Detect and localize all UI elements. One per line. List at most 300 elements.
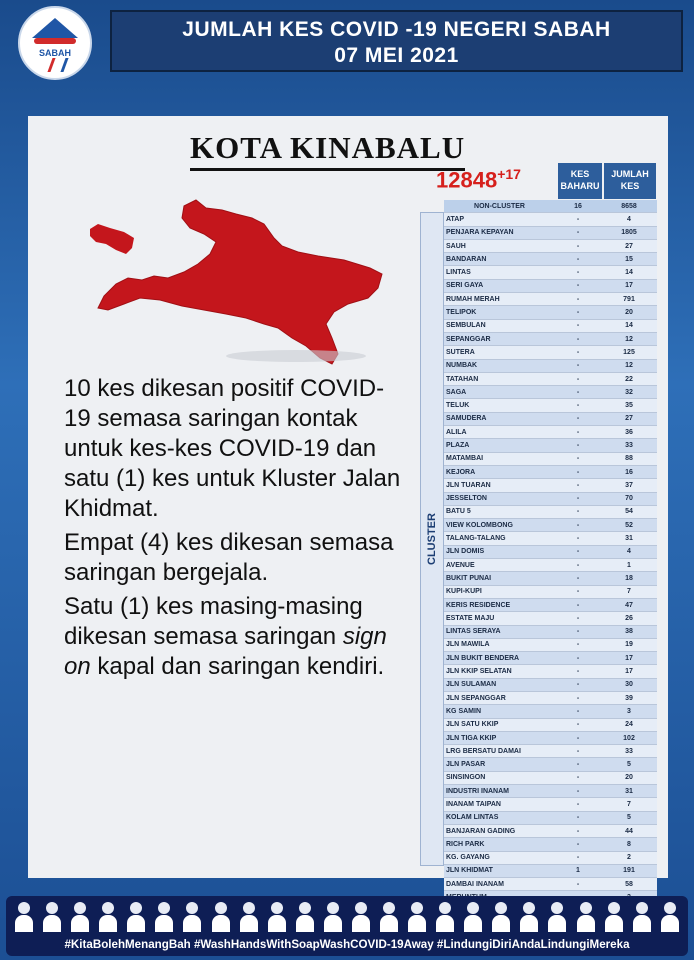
- row-new: -: [555, 359, 601, 372]
- header-banner: [110, 10, 683, 72]
- person-icon: [295, 902, 315, 932]
- row-new: -: [555, 226, 601, 239]
- row-new: -: [555, 253, 601, 266]
- row-name: BANJARAN GADING: [444, 824, 555, 837]
- logo-s-mark-icon: [47, 58, 68, 72]
- row-new: -: [555, 399, 601, 412]
- person-icon: [463, 902, 483, 932]
- table-row: [420, 851, 657, 864]
- row-total: 44: [601, 824, 657, 837]
- row-total: 47: [601, 598, 657, 611]
- row-new: -: [555, 545, 601, 558]
- row-total: 14: [601, 266, 657, 279]
- person-icon: [267, 902, 287, 932]
- row-new: -: [555, 213, 601, 226]
- row-name: LINTAS SERAYA: [444, 625, 555, 638]
- paragraph-3: [64, 592, 404, 682]
- table-row: [420, 785, 657, 798]
- row-new: -: [555, 718, 601, 731]
- row-new: -: [555, 439, 601, 452]
- row-total: 5: [601, 811, 657, 824]
- spacer-cell: [420, 665, 444, 678]
- row-name: JLN DOMIS: [444, 545, 555, 558]
- row-new: -: [555, 492, 601, 505]
- row-total: 18: [601, 572, 657, 585]
- row-total: 52: [601, 519, 657, 532]
- table-row: [420, 731, 657, 744]
- spacer-cell: [420, 638, 444, 651]
- row-total: 38: [601, 625, 657, 638]
- spacer-cell: [420, 492, 444, 505]
- spacer-cell: [420, 705, 444, 718]
- row-name: ATAP: [444, 213, 555, 226]
- table-row: [420, 824, 657, 837]
- map-shadow: [226, 350, 366, 362]
- spacer-cell: [420, 226, 444, 239]
- row-new: -: [555, 559, 601, 572]
- row-new: -: [555, 412, 601, 425]
- spacer-cell: [420, 572, 444, 585]
- table-row: [420, 279, 657, 292]
- spacer-cell: [420, 266, 444, 279]
- table-row: [420, 266, 657, 279]
- row-name: BUKIT PUNAI: [444, 572, 555, 585]
- row-new: -: [555, 319, 601, 332]
- row-name: KOLAM LINTAS: [444, 811, 555, 824]
- row-name: SERI GAYA: [444, 279, 555, 292]
- person-icon: [632, 902, 652, 932]
- row-total: 14: [601, 319, 657, 332]
- row-total: 7: [601, 585, 657, 598]
- person-icon: [211, 902, 231, 932]
- row-name: KUPI-KUPI: [444, 585, 555, 598]
- spacer-cell: [420, 293, 444, 306]
- row-total: 35: [601, 399, 657, 412]
- kota-kinabalu-map: [86, 196, 396, 371]
- spacer-cell: [420, 412, 444, 425]
- table-row: [420, 638, 657, 651]
- logo-text: SABAH: [38, 48, 71, 58]
- table-row: [420, 878, 657, 891]
- spacer-cell: [420, 279, 444, 292]
- person-icon: [70, 902, 90, 932]
- person-icon: [98, 902, 118, 932]
- row-new: -: [555, 465, 601, 478]
- row-total: 17: [601, 652, 657, 665]
- row-new: -: [555, 386, 601, 399]
- row-total: 19: [601, 638, 657, 651]
- row-name: JLN SULAMAN: [444, 678, 555, 691]
- spacer-cell: [420, 559, 444, 572]
- spacer-cell: [420, 452, 444, 465]
- row-total: 20: [601, 306, 657, 319]
- district-title: KOTA KINABALU: [190, 130, 465, 171]
- table-row: [420, 346, 657, 359]
- person-icon: [239, 902, 259, 932]
- row-total: 58: [601, 878, 657, 891]
- row-new: -: [555, 519, 601, 532]
- table-row: [420, 505, 657, 518]
- row-total: 16: [601, 465, 657, 478]
- table-row: [420, 239, 657, 252]
- paragraph-3-part-c: kapal dan saringan kendiri.: [90, 653, 385, 680]
- spacer-cell: [420, 359, 444, 372]
- row-name: JESSELTON: [444, 492, 555, 505]
- row-total: 33: [601, 439, 657, 452]
- table-row: [420, 652, 657, 665]
- spacer-cell: [420, 519, 444, 532]
- row-total: 4: [601, 213, 657, 226]
- swoosh-icon: [34, 38, 76, 44]
- spacer-cell: [420, 532, 444, 545]
- row-total: 70: [601, 492, 657, 505]
- person-icon: [351, 902, 371, 932]
- person-icon: [126, 902, 146, 932]
- table-row: [420, 426, 657, 439]
- row-new: -: [555, 505, 601, 518]
- spacer-cell: [420, 745, 444, 758]
- paragraph-3-part-a: Satu (1) kes masing-masing dikesan semasa saringan: [64, 593, 363, 650]
- row-total: 2: [601, 851, 657, 864]
- row-name: TATAHAN: [444, 372, 555, 385]
- person-icon: [435, 902, 455, 932]
- spacer-cell: [420, 332, 444, 345]
- person-icon: [182, 902, 202, 932]
- row-total: 27: [601, 412, 657, 425]
- row-total: 3: [601, 705, 657, 718]
- person-icon: [547, 902, 567, 932]
- table-row: [420, 213, 657, 226]
- table-row: [420, 598, 657, 611]
- row-name: INANAM TAIPAN: [444, 798, 555, 811]
- row-new: -: [555, 838, 601, 851]
- row-new: -: [555, 665, 601, 678]
- row-name: SAGA: [444, 386, 555, 399]
- table-row: [420, 492, 657, 505]
- row-new: -: [555, 612, 601, 625]
- table-row: [420, 253, 657, 266]
- frontliner-icons: [14, 902, 680, 934]
- row-name: BATU 5: [444, 505, 555, 518]
- spacer-cell: [420, 253, 444, 266]
- paragraph-2: Empat (4) kes dikesan semasa saringan bergejala.: [64, 529, 394, 586]
- spacer-cell: [420, 691, 444, 704]
- row-new: -: [555, 705, 601, 718]
- table-row: [420, 293, 657, 306]
- spacer-cell: [420, 758, 444, 771]
- spacer-cell: [420, 678, 444, 691]
- table-row: [420, 572, 657, 585]
- row-total: 30: [601, 678, 657, 691]
- row-total: 191: [601, 864, 657, 877]
- header-date: 07 MEI 2021: [334, 44, 459, 67]
- row-name: PLAZA: [444, 439, 555, 452]
- row-name: JLN BUKIT BENDERA: [444, 652, 555, 665]
- table-row: [420, 532, 657, 545]
- row-new: -: [555, 678, 601, 691]
- footer-hashtags: #KitaBolehMenangBah #WashHandsWithSoapWashCOVID-19Away #LindungiDiriAndaLindungiMereka: [64, 938, 630, 951]
- row-name: MATAMBAI: [444, 452, 555, 465]
- header-title: JUMLAH KES COVID -19 NEGERI SABAH: [182, 18, 611, 41]
- table-row: [420, 705, 657, 718]
- row-name: JLN SATU KKIP: [444, 718, 555, 731]
- row-total: 5: [601, 758, 657, 771]
- row-total: 26: [601, 612, 657, 625]
- table-row: [420, 399, 657, 412]
- cluster-label-text: CLUSTER: [426, 513, 438, 565]
- spacer-cell: [420, 798, 444, 811]
- spacer-cell: [420, 426, 444, 439]
- row-total: 33: [601, 745, 657, 758]
- spacer-cell: [420, 439, 444, 452]
- row-new: -: [555, 479, 601, 492]
- row-new: -: [555, 239, 601, 252]
- table-row: [420, 226, 657, 239]
- spacer-cell: [420, 771, 444, 784]
- row-new: -: [555, 426, 601, 439]
- table-row: [420, 811, 657, 824]
- person-icon: [407, 902, 427, 932]
- spacer-cell: [420, 824, 444, 837]
- row-total: 12: [601, 359, 657, 372]
- spacer-cell: [420, 465, 444, 478]
- person-icon: [576, 902, 596, 932]
- table-row: [420, 412, 657, 425]
- row-name: SAMUDERA: [444, 412, 555, 425]
- table-row: [420, 625, 657, 638]
- row-new: -: [555, 266, 601, 279]
- spacer-cell: [420, 851, 444, 864]
- row-new: -: [555, 811, 601, 824]
- row-new: -: [555, 851, 601, 864]
- row-name: JLN KHIDMAT: [444, 864, 555, 877]
- row-total: 125: [601, 346, 657, 359]
- spacer-cell: [420, 239, 444, 252]
- row-name: ALILA: [444, 426, 555, 439]
- row-total: 12: [601, 332, 657, 345]
- row-total: 4: [601, 545, 657, 558]
- sabah-logo: [18, 6, 92, 80]
- table-row: [420, 545, 657, 558]
- total-cases: [436, 166, 521, 193]
- table-row: [420, 745, 657, 758]
- row-name: ESTATE MAJU: [444, 612, 555, 625]
- row-name: NUMBAK: [444, 359, 555, 372]
- row-new: -: [555, 758, 601, 771]
- table-row: [420, 386, 657, 399]
- person-icon: [491, 902, 511, 932]
- table-row: [420, 332, 657, 345]
- row-new: -: [555, 585, 601, 598]
- row-name: JLN KKIP SELATAN: [444, 665, 555, 678]
- row-total: 8658: [601, 200, 657, 213]
- table-row: [420, 798, 657, 811]
- row-new: -: [555, 625, 601, 638]
- spacer-cell: [420, 864, 444, 877]
- row-name: SEMBULAN: [444, 319, 555, 332]
- spacer-cell: [420, 625, 444, 638]
- row-new: -: [555, 652, 601, 665]
- spacer-cell: [420, 718, 444, 731]
- row-name: LINTAS: [444, 266, 555, 279]
- spacer-cell: [420, 372, 444, 385]
- spacer-cell: [420, 319, 444, 332]
- row-name: TELIPOK: [444, 306, 555, 319]
- paragraph-3-italic: sign on: [64, 623, 387, 680]
- spacer-cell: [420, 306, 444, 319]
- row-name: RICH PARK: [444, 838, 555, 851]
- row-total: 791: [601, 293, 657, 306]
- table-row: [420, 559, 657, 572]
- row-total: 37: [601, 479, 657, 492]
- spacer-cell: [420, 811, 444, 824]
- table-row: [420, 771, 657, 784]
- table-row: [420, 439, 657, 452]
- col-header-new: KES BAHARU: [558, 163, 602, 199]
- row-name: JLN MAWILA: [444, 638, 555, 651]
- person-icon: [379, 902, 399, 932]
- person-icon: [660, 902, 680, 932]
- row-name: KERIS RESIDENCE: [444, 598, 555, 611]
- description-text: [64, 374, 404, 686]
- cases-table: [420, 200, 657, 918]
- row-total: 7: [601, 798, 657, 811]
- spacer-cell: [420, 399, 444, 412]
- table-row-non-cluster: [420, 200, 657, 213]
- row-new: -: [555, 798, 601, 811]
- row-new: -: [555, 332, 601, 345]
- spacer-cell: [420, 652, 444, 665]
- person-icon: [604, 902, 624, 932]
- table-row: [420, 585, 657, 598]
- total-count: 12848: [436, 167, 498, 193]
- row-name: KG. GAYANG: [444, 851, 555, 864]
- person-icon: [154, 902, 174, 932]
- paragraph-1: 10 kes dikesan positif COVID-19 semasa saringan kontak untuk kes-kes COVID-19 dan satu (1) kes untuk Kluster Jalan Khidmat.: [64, 375, 401, 522]
- row-new: 16: [555, 200, 601, 213]
- row-new: -: [555, 731, 601, 744]
- col-header-total: JUMLAH KES: [604, 163, 656, 199]
- row-new: -: [555, 598, 601, 611]
- row-name: JLN PASAR: [444, 758, 555, 771]
- row-total: 1805: [601, 226, 657, 239]
- spacer-cell: [420, 346, 444, 359]
- row-new: -: [555, 306, 601, 319]
- spacer-cell: [420, 386, 444, 399]
- row-new: -: [555, 785, 601, 798]
- row-name: LRG BERSATU DAMAI: [444, 745, 555, 758]
- mountain-icon: [32, 18, 78, 38]
- row-name: BANDARAN: [444, 253, 555, 266]
- table-row: [420, 306, 657, 319]
- spacer-cell: [420, 545, 444, 558]
- table-row: [420, 465, 657, 478]
- row-name: JLN TIGA KKIP: [444, 731, 555, 744]
- table-row: [420, 665, 657, 678]
- spacer-cell: [420, 479, 444, 492]
- spacer-cell: [420, 878, 444, 891]
- person-icon: [323, 902, 343, 932]
- row-name: TALANG-TALANG: [444, 532, 555, 545]
- table-row: [420, 359, 657, 372]
- row-new: -: [555, 372, 601, 385]
- table-row: [420, 519, 657, 532]
- row-total: 20: [601, 771, 657, 784]
- row-total: 1: [601, 559, 657, 572]
- spacer-cell: [420, 731, 444, 744]
- map-island: [90, 224, 134, 254]
- row-name: RUMAH MERAH: [444, 293, 555, 306]
- row-name: AVENUE: [444, 559, 555, 572]
- row-new: -: [555, 279, 601, 292]
- row-name: JLN TUARAN: [444, 479, 555, 492]
- table-row: [420, 479, 657, 492]
- row-name: DAMBAI INANAM: [444, 878, 555, 891]
- table-row: [420, 612, 657, 625]
- person-icon: [42, 902, 62, 932]
- spacer-cell: [420, 838, 444, 851]
- row-name: VIEW KOLOMBONG: [444, 519, 555, 532]
- row-new: -: [555, 771, 601, 784]
- row-name: INDUSTRI INANAM: [444, 785, 555, 798]
- spacer-cell: [420, 585, 444, 598]
- row-new: -: [555, 824, 601, 837]
- row-total: 17: [601, 279, 657, 292]
- row-total: 8: [601, 838, 657, 851]
- row-total: 32: [601, 386, 657, 399]
- spacer-cell: [420, 200, 444, 213]
- row-name: KEJORA: [444, 465, 555, 478]
- row-total: 27: [601, 239, 657, 252]
- row-new: -: [555, 638, 601, 651]
- row-new: -: [555, 572, 601, 585]
- row-name: SUTERA: [444, 346, 555, 359]
- row-total: 24: [601, 718, 657, 731]
- row-name: JLN SEPANGGAR: [444, 691, 555, 704]
- row-name: SAUH: [444, 239, 555, 252]
- row-name: KG SAMIN: [444, 705, 555, 718]
- table-row: [420, 452, 657, 465]
- row-total: 31: [601, 785, 657, 798]
- row-new: 1: [555, 864, 601, 877]
- row-new: -: [555, 346, 601, 359]
- row-total: 88: [601, 452, 657, 465]
- table-row: [420, 319, 657, 332]
- row-total: 102: [601, 731, 657, 744]
- person-icon: [14, 902, 34, 932]
- table-row: [420, 678, 657, 691]
- row-new: -: [555, 878, 601, 891]
- table-row: [420, 758, 657, 771]
- spacer-cell: [420, 213, 444, 226]
- table-row: [420, 718, 657, 731]
- spacer-cell: [420, 785, 444, 798]
- table-row: [420, 691, 657, 704]
- table-row: [420, 838, 657, 851]
- row-total: 54: [601, 505, 657, 518]
- total-new: +17: [497, 166, 521, 182]
- row-name: SEPANGGAR: [444, 332, 555, 345]
- spacer-cell: [420, 612, 444, 625]
- row-new: -: [555, 745, 601, 758]
- table-row: [420, 372, 657, 385]
- row-total: 36: [601, 426, 657, 439]
- map-mainland: [98, 200, 382, 364]
- table-row: [420, 864, 657, 877]
- spacer-cell: [420, 505, 444, 518]
- row-name: PENJARA KEPAYAN: [444, 226, 555, 239]
- row-total: 22: [601, 372, 657, 385]
